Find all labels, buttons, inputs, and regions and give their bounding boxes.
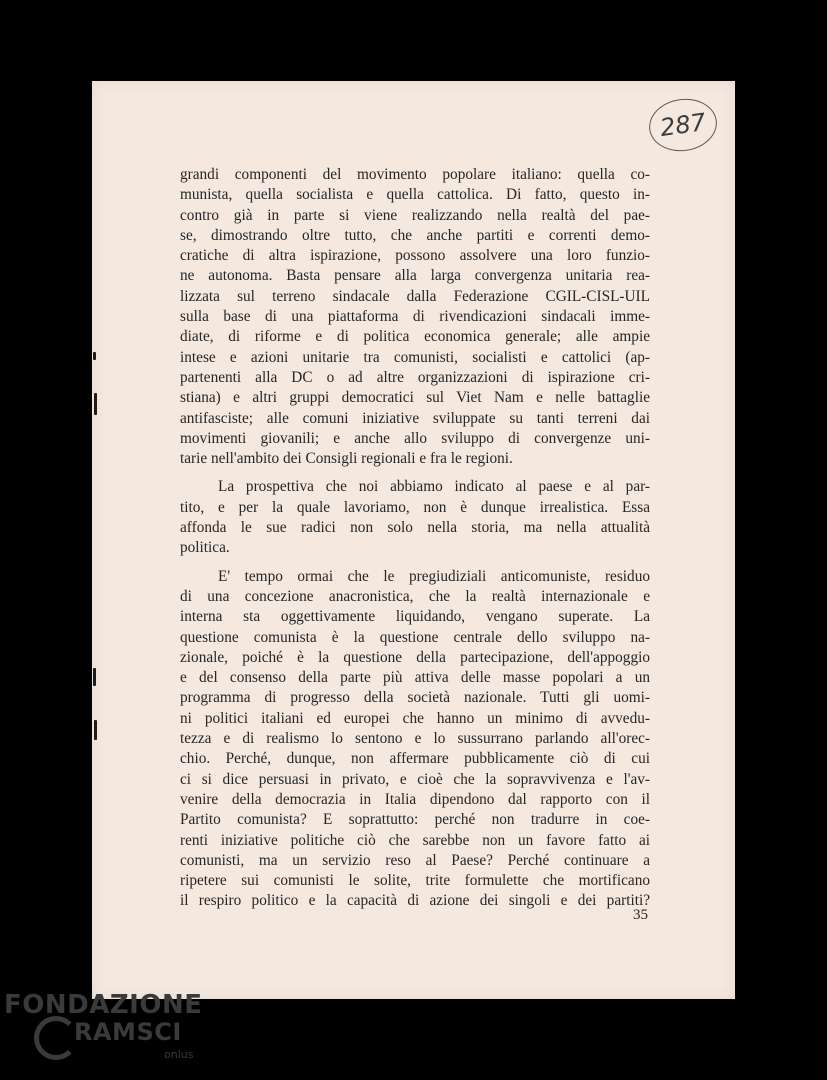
text-line: zionale, poiché è la questione della partecipazione, dell'appoggio bbox=[180, 648, 650, 666]
text-line: programma di progresso della società nazionale. Tutti gli uomi- bbox=[180, 689, 650, 707]
page-number: 35 bbox=[633, 907, 648, 923]
text-line: partenenti alla DC o ad altre organizzazioni di ispirazione cri- bbox=[180, 368, 650, 386]
text-line: politica. bbox=[180, 539, 230, 557]
text-line: stiana) e altri gruppi democratici sul Viet Nam e nelle battaglie bbox=[180, 389, 650, 407]
text-line: tarie nell'ambito dei Consigli regionali e fra le regioni. bbox=[180, 450, 513, 468]
logo-text-gramsci: RAMSCI bbox=[74, 1018, 182, 1046]
logo-text-fondazione: FONDAZIONE bbox=[4, 990, 203, 1020]
text-line: La prospettiva che noi abbiamo indicato al paese e al par- bbox=[218, 478, 650, 496]
text-line: cratiche di altra ispirazione, possono assolvere una loro funzio- bbox=[180, 247, 650, 265]
document-page bbox=[92, 81, 735, 999]
text-line: Partito comunista? E soprattutto: perché non tradurre in coe- bbox=[180, 811, 650, 829]
text-line: renti iniziative politiche ciò che sarebbe non un favore fatto ai bbox=[180, 831, 650, 849]
binding-mark bbox=[94, 720, 97, 740]
text-line: il respiro politico e la capacità di azione dei singoli e dei partiti? bbox=[180, 892, 650, 910]
text-line: affonda le sue radici non solo nella storia, ma nella attualità bbox=[180, 519, 650, 537]
text-line: questione comunista è la questione centrale dello sviluppo na- bbox=[180, 628, 650, 646]
text-line: ci si dice persuasi in privato, e cioè che la sopravvivenza e l'av- bbox=[180, 770, 650, 788]
body-text bbox=[180, 165, 650, 912]
text-line: ne autonoma. Basta pensare alla larga convergenza unitaria rea- bbox=[180, 267, 650, 285]
binding-mark bbox=[93, 668, 96, 686]
fondazione-gramsci-logo bbox=[4, 990, 204, 1075]
text-line: contro già in parte si viene realizzando nella realtà del pae- bbox=[180, 206, 650, 224]
text-line: sulla base di una piattaforma di rivendicazioni sindacali imme- bbox=[180, 308, 650, 326]
paragraph bbox=[180, 165, 650, 469]
text-line: venire della democrazia in Italia dipendono dal rapporto con il bbox=[180, 790, 650, 808]
text-line: se, dimostrando oltre tutto, che anche partiti e correnti demo- bbox=[180, 226, 650, 244]
text-line: comunisti, ma un servizio reso al Paese? Perché continuare a bbox=[180, 851, 650, 869]
paragraph-gap bbox=[180, 559, 650, 567]
binding-mark bbox=[94, 393, 97, 415]
text-line: chio. Perché, dunque, non affermare pubblicamente ciò di cui bbox=[180, 750, 650, 768]
paragraph bbox=[180, 477, 650, 558]
text-line: intese e azioni unitarie tra comunisti, socialisti e cattolici (ap- bbox=[180, 348, 650, 366]
text-line: grandi componenti del movimento popolare italiano: quella co- bbox=[180, 166, 650, 183]
logo-g-mark-icon bbox=[34, 1016, 78, 1060]
text-line: lizzata sul terreno sindacale dalla Federazione CGIL-CISL-UIL bbox=[180, 287, 650, 305]
binding-mark bbox=[93, 352, 96, 360]
text-line: munista, quella socialista e quella cattolica. Di fatto, questo in- bbox=[180, 186, 650, 204]
text-line: tezza e di realismo lo sentono e lo sussurrano parlando all'orec- bbox=[180, 730, 650, 748]
text-line: di una concezione anacronistica, che la realtà internazionale e bbox=[180, 587, 650, 605]
text-line: diate, di riforme e di politica economica generale; alle ampie bbox=[180, 328, 650, 346]
paragraph-gap bbox=[180, 469, 650, 477]
text-line: antifasciste; alle comuni iniziative sviluppate su tanti terreni dai bbox=[180, 409, 650, 427]
text-line: E' tempo ormai che le pregiudiziali anticomuniste, residuo bbox=[218, 567, 650, 585]
handwritten-folio-number: 287 bbox=[646, 95, 721, 156]
text-line: e del consenso della parte più attiva delle masse popolari a un bbox=[180, 669, 650, 687]
text-line: movimenti giovanili; e anche allo sviluppo di convergenze uni- bbox=[180, 429, 650, 447]
text-line: ripetere sui comunisti le solite, trite formulette che mortificano bbox=[180, 872, 650, 890]
logo-text-onlus: onlus bbox=[164, 1048, 194, 1061]
text-line: ni politici italiani ed europei che hanno un minimo di avvedu- bbox=[180, 709, 650, 727]
text-line: interna sta oggettivamente liquidando, vengano superate. La bbox=[180, 608, 650, 626]
text-line: tito, e per la quale lavoriamo, non è dunque irrealistica. Essa bbox=[180, 498, 650, 516]
paragraph bbox=[180, 567, 650, 912]
